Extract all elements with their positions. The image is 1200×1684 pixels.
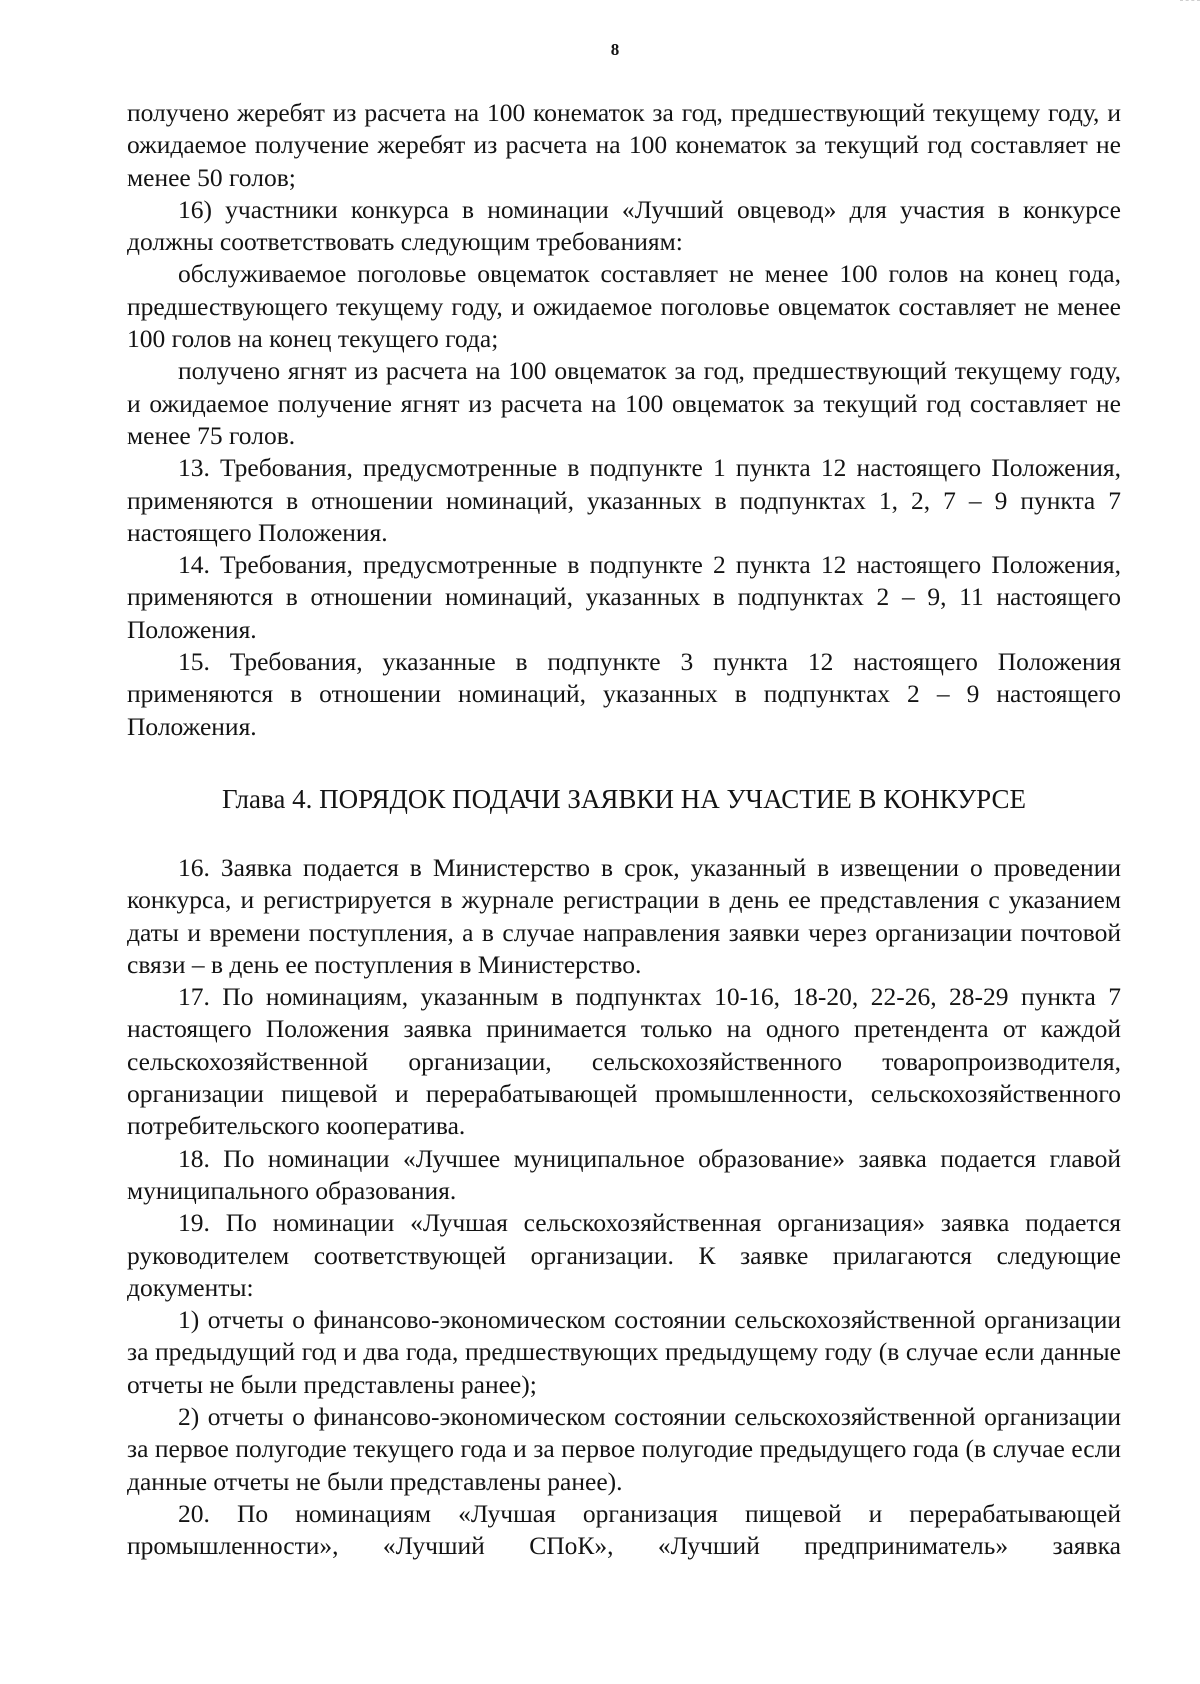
- scan-edge-mark: [1180, 0, 1200, 7]
- paragraph: 19. По номинации «Лучшая сельскохозяйственная организация» заявка подается руководителем соответствующей организации. К заявке прилагаются следующие документы:: [127, 1208, 1121, 1302]
- paragraph: 16. Заявка подается в Министерство в срок, указанный в извещении о проведении конкурса, и регистрируется в журнале регистрации в день ее представления с указанием даты и времени поступления, а в случае направления заявки через организации почтовой связи – в день ее поступления в Министерство.: [127, 852, 1121, 979]
- paragraph: 14. Требования, предусмотренные в подпункте 2 пункта 12 настоящего Положения, применяются в отношении номинаций, указанных в подпунктах 2 – 9, 11 настоящего Положения.: [127, 550, 1121, 644]
- paragraph: получено ягнят из расчета на 100 овцематок за год, предшествующий текущему году, и ожидаемое получение ягнят из расчета на 100 овцематок за текущий год составляет не менее 75 голов.: [127, 356, 1121, 450]
- paragraph: 20. По номинациям «Лучшая организация пищевой и перерабатывающей промышленности», «Лучший СПоК», «Лучший предприниматель» заявка: [127, 1498, 1121, 1561]
- paragraph: 16) участники конкурса в номинации «Лучший овцевод» для участия в конкурсе должны соответствовать следующим требованиям:: [127, 194, 1121, 257]
- paragraph: 15. Требования, указанные в подпункте 3 пункта 12 настоящего Положения применяются в отношении номинаций, указанных в подпунктах 2 – 9 настоящего Положения.: [127, 647, 1121, 741]
- paragraph: 18. По номинации «Лучшее муниципальное образование» заявка подается главой муниципального образования.: [127, 1143, 1121, 1205]
- paragraph: обслуживаемое поголовье овцематок составляет не менее 100 голов на конец года, предшествующего текущему году, и ожидаемое поголовье овцематок составляет не менее 100 голов на конец текущего года;: [127, 259, 1121, 354]
- paragraph: 17. По номинациям, указанным в подпунктах 10-16, 18-20, 22-26, 28-29 пункта 7 настоящего Положения заявка принимается только на одного претендента от каждой сельскохозяйственной организации, сельскохозяйственного товаропроизводителя, организации пищевой и перерабатывающей промышленности, сельскохозяйственного потребительского кооператива.: [127, 982, 1121, 1141]
- paragraph: 13. Требования, предусмотренные в подпункте 1 пункта 12 настоящего Положения, применяются в отношении номинаций, указанных в подпунктах 1, 2, 7 – 9 пункта 7 настоящего Положения.: [127, 453, 1121, 547]
- paragraph: получено жеребят из расчета на 100 конематок за год, предшествующий текущему году, и ожидаемое получение жеребят из расчета на 100 конематок за текущий год составляет не менее 50 голов;: [127, 98, 1121, 192]
- paragraph: 2) отчеты о финансово-экономическом состоянии сельскохозяйственной организации за первое полугодие текущего года и за первое полугодие предыдущего года (в случае если данные отчеты не были представлены ранее).: [127, 1401, 1121, 1496]
- document-body: [127, 97, 1121, 1562]
- paragraph: 1) отчеты о финансово-экономическом состоянии сельскохозяйственной организации за предыдущий год и два года, предшествующих предыдущему году (в случае если данные отчеты не были представлены ранее);: [127, 1305, 1121, 1399]
- chapter-heading: Глава 4. ПОРЯДОК ПОДАЧИ ЗАЯВКИ НА УЧАСТИЕ В КОНКУРСЕ: [221, 783, 1027, 814]
- page-number: 8: [610, 40, 620, 59]
